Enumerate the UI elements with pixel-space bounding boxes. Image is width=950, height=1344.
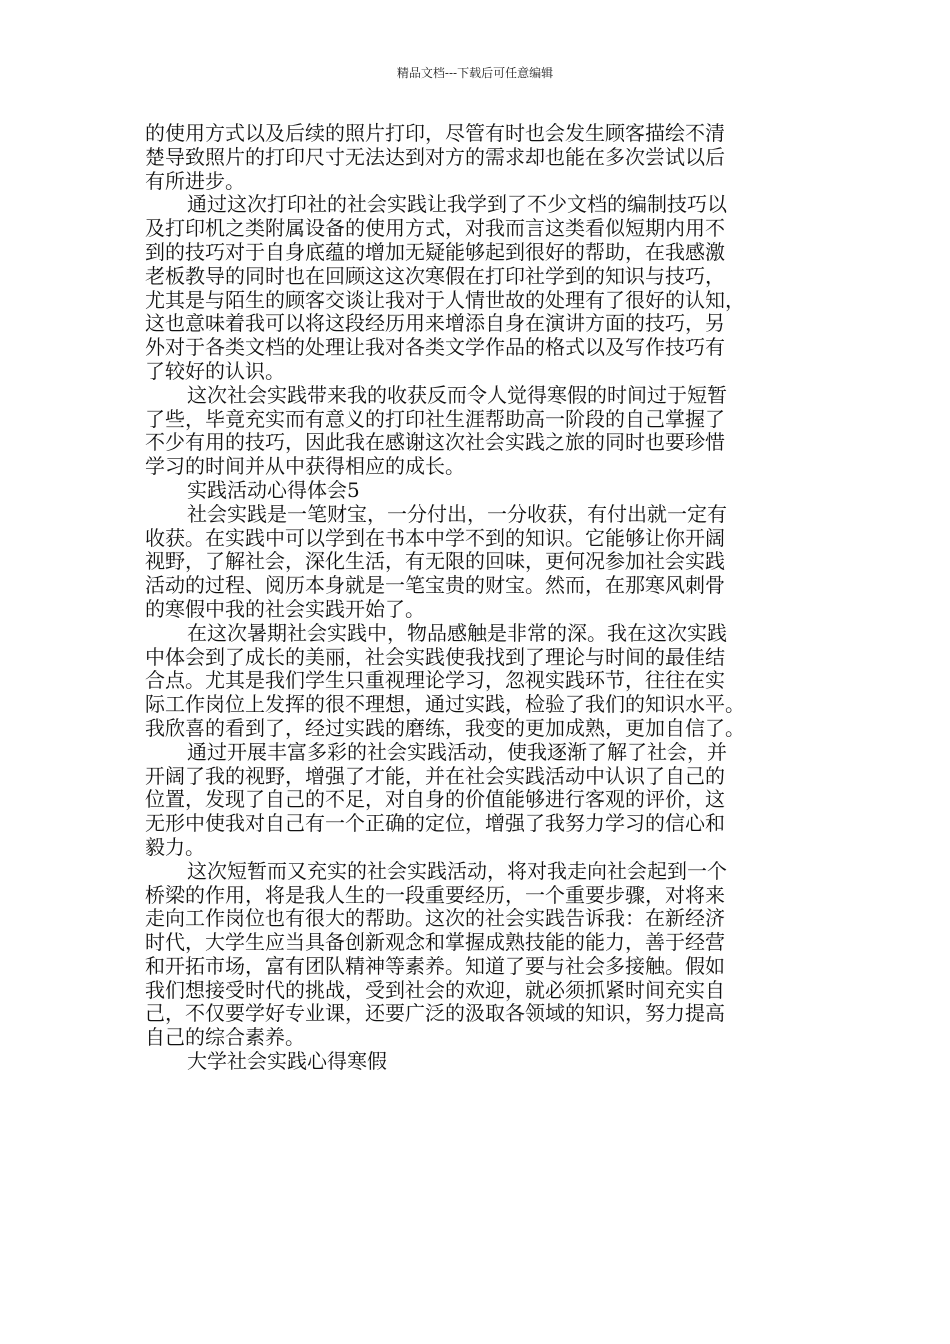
text-line: 到的技巧对于自身底蕴的增加无疑能够起到很好的帮助，在我感激 (145, 239, 725, 264)
text-line: 通过这次打印社的社会实践让我学到了不少文档的编制技巧以 (187, 192, 727, 217)
text-line: 活动的过程、阅历本身就是一笔宝贵的财宝。然而，在那寒风刺骨 (145, 573, 725, 598)
text-line: 和开拓市场，富有团队精神等素养。知道了要与社会多接触。假如 (145, 953, 725, 978)
text-line: 外对于各类文档的处理让我对各类文学作品的格式以及写作技巧有 (145, 335, 725, 360)
text-line: 了较好的认识。 (145, 358, 285, 383)
text-line: 际工作岗位上发挥的很不理想，通过实践，检验了我们的知识水平。 (145, 692, 745, 717)
text-line: 楚导致照片的打印尺寸无法达到对方的需求却也能在多次尝试以后 (145, 144, 725, 169)
text-line: 无形中使我对自己有一个正确的定位，增强了我努力学习的信心和 (145, 811, 725, 836)
text-line: 毅力。 (145, 834, 205, 859)
text-line: 实践活动心得体会5 (187, 477, 360, 502)
text-line: 通过开展丰富多彩的社会实践活动，使我逐渐了解了社会，并 (187, 739, 727, 764)
text-line: 位置，发现了自己的不足，对自身的价值能够进行客观的评价，这 (145, 787, 725, 812)
text-line: 学习的时间并从中获得相应的成长。 (145, 454, 465, 479)
text-line: 的寒假中我的社会实践开始了。 (145, 596, 425, 621)
text-line: 开阔了我的视野，增强了才能，并在社会实践活动中认识了自己的 (145, 763, 725, 788)
text-line: 大学社会实践心得寒假 (187, 1049, 387, 1074)
text-line: 我欣喜的看到了，经过实践的磨练，我变的更加成熟，更加自信了。 (145, 715, 745, 740)
text-line: 合点。尤其是我们学生只重视理论学习，忽视实践环节，往往在实 (145, 668, 725, 693)
text-line: 中体会到了成长的美丽，社会实践使我找到了理论与时间的最佳结 (145, 644, 725, 669)
text-line: 这次短暂而又充实的社会实践活动，将对我走向社会起到一个 (187, 858, 727, 883)
text-line: 收获。在实践中可以学到在书本中学不到的知识。它能够让你开阔 (145, 525, 725, 550)
text-line: 了些，毕竟充实而有意义的打印社生涯帮助高一阶段的自己掌握了 (145, 406, 725, 431)
page-header: 精品文档---下载后可任意编辑 (396, 66, 554, 80)
text-line: 及打印机之类附属设备的使用方式，对我而言这类看似短期内用不 (145, 216, 725, 241)
text-line: 这次社会实践带来我的收获反而令人觉得寒假的时间过于短暂 (187, 382, 727, 407)
text-line: 在这次暑期社会实践中，物品感触是非常的深。我在这次实践 (187, 620, 727, 645)
text-line: 桥梁的作用，将是我人生的一段重要经历，一个重要步骤，对将来 (145, 882, 725, 907)
document-body (145, 122, 810, 1074)
text-line: 社会实践是一笔财宝，一分付出，一分收获，有付出就一定有 (187, 501, 727, 526)
text-line: 这也意味着我可以将这段经历用来增添自身在演讲方面的技巧，另 (145, 311, 725, 336)
text-line: 不少有用的技巧，因此我在感谢这次社会实践之旅的同时也要珍惜 (145, 430, 725, 455)
text-line: 我们想接受时代的挑战，受到社会的欢迎，就必须抓紧时间充实自 (145, 977, 725, 1002)
text-line: 老板教导的同时也在回顾这这次寒假在打印社学到的知识与技巧， (145, 263, 725, 288)
text-line: 有所进步。 (145, 168, 245, 193)
text-line: 的使用方式以及后续的照片打印，尽管有时也会发生顾客描绘不清 (145, 121, 725, 145)
text-line: 走向工作岗位也有很大的帮助。这次的社会实践告诉我：在新经济 (145, 906, 725, 931)
text-line: 视野，了解社会，深化生活，有无限的回味，更何况参加社会实践 (145, 549, 725, 574)
text-line: 时代，大学生应当具备创新观念和掌握成熟技能的能力，善于经营 (145, 930, 725, 955)
text-line: 己，不仅要学好专业课，还要广泛的汲取各领域的知识，努力提高 (145, 1001, 725, 1026)
text-line: 自己的综合素养。 (145, 1025, 305, 1050)
text-line: 尤其是与陌生的顾客交谈让我对于人情世故的处理有了很好的认知， (145, 287, 745, 312)
